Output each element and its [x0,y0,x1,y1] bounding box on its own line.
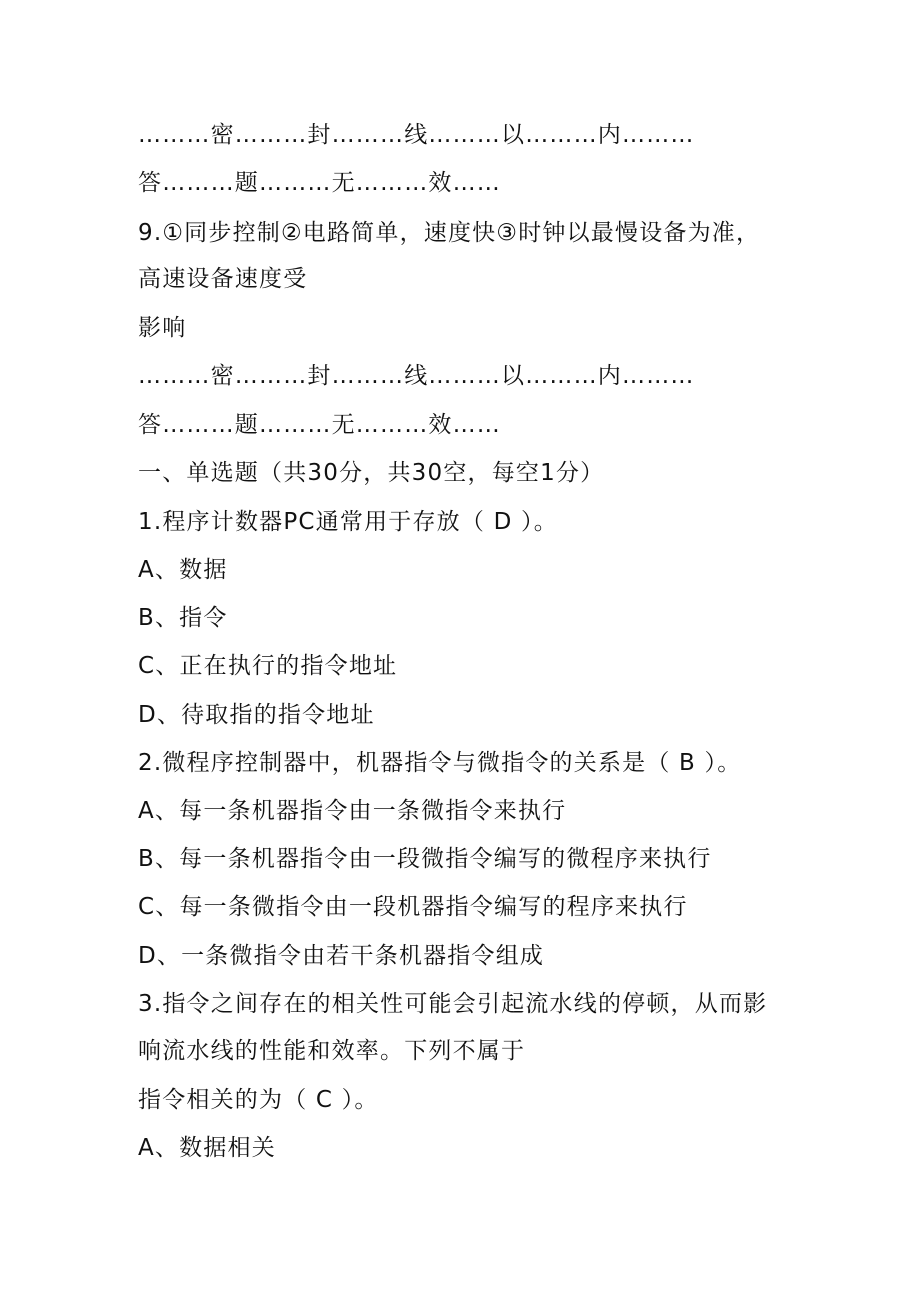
seal-line-answer-invalid: 答………题………无………效…… [138,170,501,196]
question-2: 2.微程序控制器中，机器指令与微指令的关系是（ B ）。 [138,750,742,776]
question-2-option-c: C、每一条微指令由一段机器指令编写的程序来执行 [138,894,688,920]
seal-line-dots: ………密………封………线………以………内……… [138,122,695,148]
question-3-line-3: 指令相关的为（ C ）。 [138,1087,379,1113]
section-heading: 一、单选题（共30分，共30空，每空1分） [138,460,605,486]
question-2-option-b: B、每一条机器指令由一段微指令编写的微程序来执行 [138,846,712,872]
answer-9-line-1: 9.①同步控制②电路简单，速度快③时钟以最慢设备为准， [138,220,761,246]
question-3-option-a: A、数据相关 [138,1135,276,1161]
question-3-line-1: 3.指令之间存在的相关性可能会引起流水线的停顿，从而影 [138,991,768,1017]
question-3-line-2: 响流水线的性能和效率。下列不属于 [138,1038,526,1064]
question-2-option-a: A、每一条机器指令由一条微指令来执行 [138,798,567,824]
question-1: 1.程序计数器PC通常用于存放（ D ）。 [138,509,558,535]
answer-9-line-3: 影响 [138,315,187,341]
answer-9-line-2: 高速设备速度受 [138,266,308,292]
question-1-option-c: C、正在执行的指令地址 [138,653,398,679]
seal-line-answer-invalid: 答………题………无………效…… [138,412,501,438]
question-1-option-b: B、指令 [138,605,228,631]
seal-line-dots: ………密………封………线………以………内……… [138,363,695,389]
question-2-option-d: D、一条微指令由若干条机器指令组成 [138,943,545,969]
question-1-option-d: D、待取指的指令地址 [138,702,375,728]
question-1-option-a: A、数据 [138,557,228,583]
